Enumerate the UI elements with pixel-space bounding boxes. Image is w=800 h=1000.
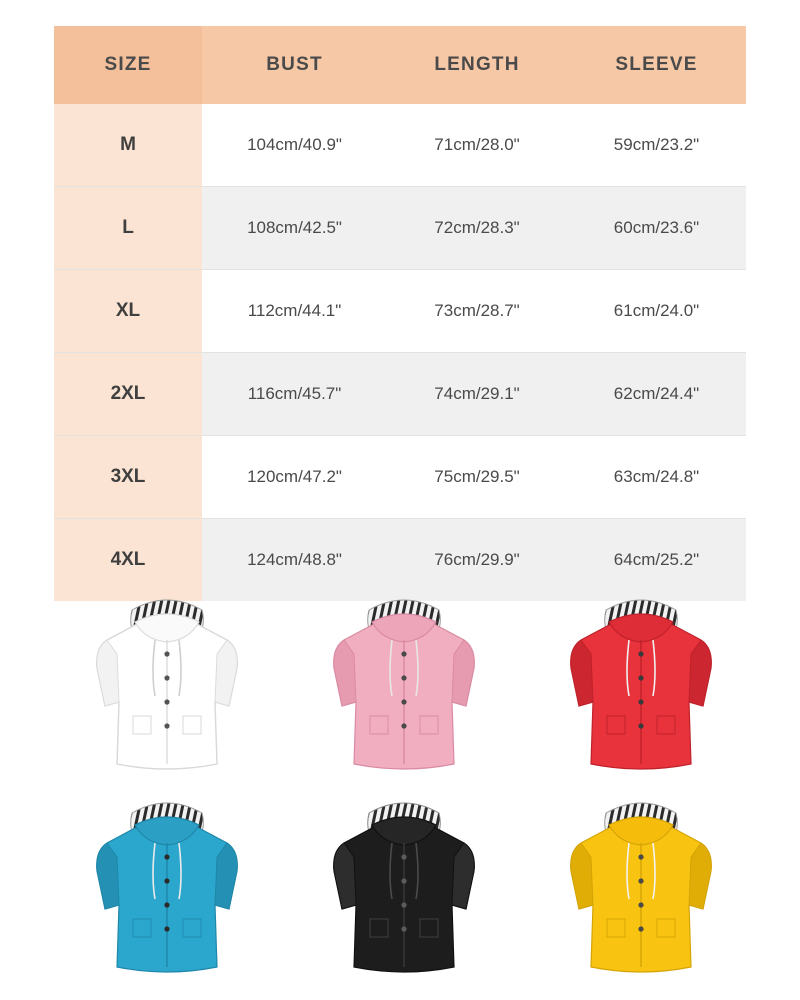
table-row [54, 187, 746, 270]
size-chart-header [54, 26, 746, 104]
cell-bust: 116cm/45.7" [202, 353, 387, 436]
cell-sleeve: 63cm/24.8" [567, 436, 746, 519]
column-header-length: LENGTH [387, 26, 567, 104]
column-header-bust: BUST [202, 26, 387, 104]
product-image-white-jacket[interactable] [54, 588, 281, 783]
jacket-illustration [551, 588, 731, 783]
product-image-black-jacket[interactable] [291, 791, 518, 986]
cell-length: 76cm/29.9" [387, 519, 567, 602]
jacket-illustration [314, 791, 494, 986]
cell-length: 75cm/29.5" [387, 436, 567, 519]
size-chart [54, 26, 746, 601]
table-row [54, 436, 746, 519]
cell-sleeve: 59cm/23.2" [567, 104, 746, 187]
cell-size: L [54, 187, 202, 270]
jacket-illustration [551, 791, 731, 986]
cell-length: 71cm/28.0" [387, 104, 567, 187]
jacket-illustration [77, 791, 257, 986]
cell-bust: 124cm/48.8" [202, 519, 387, 602]
cell-bust: 120cm/47.2" [202, 436, 387, 519]
size-chart-body [54, 104, 746, 601]
cell-length: 74cm/29.1" [387, 353, 567, 436]
cell-size: M [54, 104, 202, 187]
cell-size: 4XL [54, 519, 202, 602]
product-image-yellow-jacket[interactable] [527, 791, 754, 986]
jacket-illustration [77, 588, 257, 783]
cell-bust: 112cm/44.1" [202, 270, 387, 353]
cell-size: 3XL [54, 436, 202, 519]
column-header-sleeve: SLEEVE [567, 26, 746, 104]
cell-bust: 104cm/40.9" [202, 104, 387, 187]
cell-sleeve: 60cm/23.6" [567, 187, 746, 270]
product-image-blue-jacket[interactable] [54, 791, 281, 986]
cell-sleeve: 64cm/25.2" [567, 519, 746, 602]
product-image-pink-jacket[interactable] [291, 588, 518, 783]
cell-sleeve: 62cm/24.4" [567, 353, 746, 436]
table-row [54, 104, 746, 187]
cell-sleeve: 61cm/24.0" [567, 270, 746, 353]
column-header-size: SIZE [54, 26, 202, 104]
cell-size: XL [54, 270, 202, 353]
product-image-red-jacket[interactable] [527, 588, 754, 783]
cell-size: 2XL [54, 353, 202, 436]
jacket-illustration [314, 588, 494, 783]
table-row [54, 353, 746, 436]
cell-length: 73cm/28.7" [387, 270, 567, 353]
table-row [54, 270, 746, 353]
color-variant-gallery [54, 588, 754, 986]
cell-bust: 108cm/42.5" [202, 187, 387, 270]
size-chart-table [54, 26, 746, 601]
cell-length: 72cm/28.3" [387, 187, 567, 270]
table-header-row [54, 26, 746, 104]
